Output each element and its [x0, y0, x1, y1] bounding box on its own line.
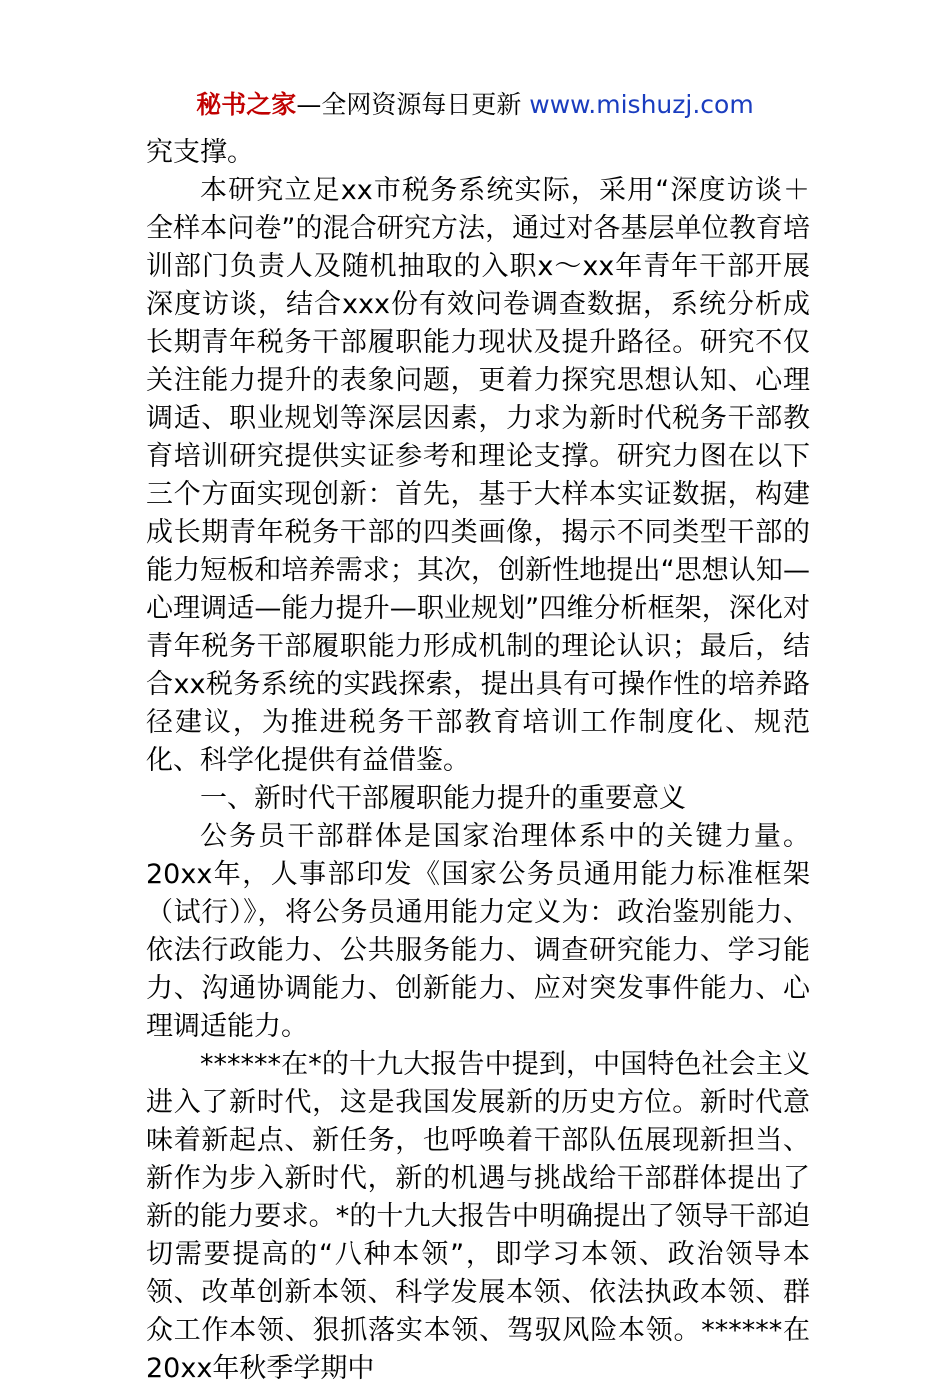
paragraph-continuation: 究支撑。 — [146, 137, 254, 168]
paragraph-civil-servant-ability: 公务员干部群体是国家治理体系中的关键力量。20xx年，人事部印发《国家公务员通用能力标准框架（试行）》，将公务员通用能力定义为：政治鉴别能力、依法行政能力、公共服务能力、调查研究能力、学习能力、沟通协调能力、创新能力、应对突发事件能力、心理调适能力。 — [146, 821, 810, 1042]
site-brand: 秘书之家 — [196, 90, 297, 119]
site-slogan: —全网资源每日更新 — [296, 90, 530, 119]
section-heading: 一、新时代干部履职能力提升的重要意义 — [200, 783, 686, 814]
site-url-link[interactable]: www.mishuzj.com — [529, 90, 754, 119]
paragraph-new-era: ******在*的十九大报告中提到，中国特色社会主义进入了新时代，这是我国发展新的历史方位。新时代意味着新起点、新任务，也呼唤着干部队伍展现新担当、新作为步入新时代，新的机遇与挑战给干部群体提出了新的能力要求。*的十九大报告中明确提出了领导干部迫切需要提高的“八种本领”，即学习本领、政治领导本领、改革创新本领、科学发展本领、依法执政本领、群众工作本领、狠抓落实本领、驾驭风险本领。******在20xx年秋季学期中 — [146, 1049, 810, 1384]
document-body — [146, 134, 810, 1388]
paragraph-research-intro: 本研究立足xx市税务系统实际，采用“深度访谈＋全样本问卷”的混合研究方法，通过对各基层单位教育培训部门负责人及随机抽取的入职x～xx年青年干部开展深度访谈，结合xxx份有效问卷调查数据，系统分析成长期青年税务干部履职能力现状及提升路径。研究不仅关注能力提升的表象问题，更着力探究思想认知、心理调适、职业规划等深层因素，力求为新时代税务干部教育培训研究提供实证参考和理论支撑。研究力图在以下三个方面实现创新：首先，基于大样本实证数据，构建成长期青年税务干部的四类画像，揭示不同类型干部的能力短板和培养需求；其次，创新性地提出“思想认知—心理调适—能力提升—职业规划”四维分析框架，深化对青年税务干部履职能力形成机制的理论认识；最后，结合xx税务系统的实践探索，提出具有可操作性的培养路径建议，为推进税务干部教育培训工作制度化、规范化、科学化提供有益借鉴。 — [146, 175, 810, 776]
site-header — [0, 88, 950, 122]
